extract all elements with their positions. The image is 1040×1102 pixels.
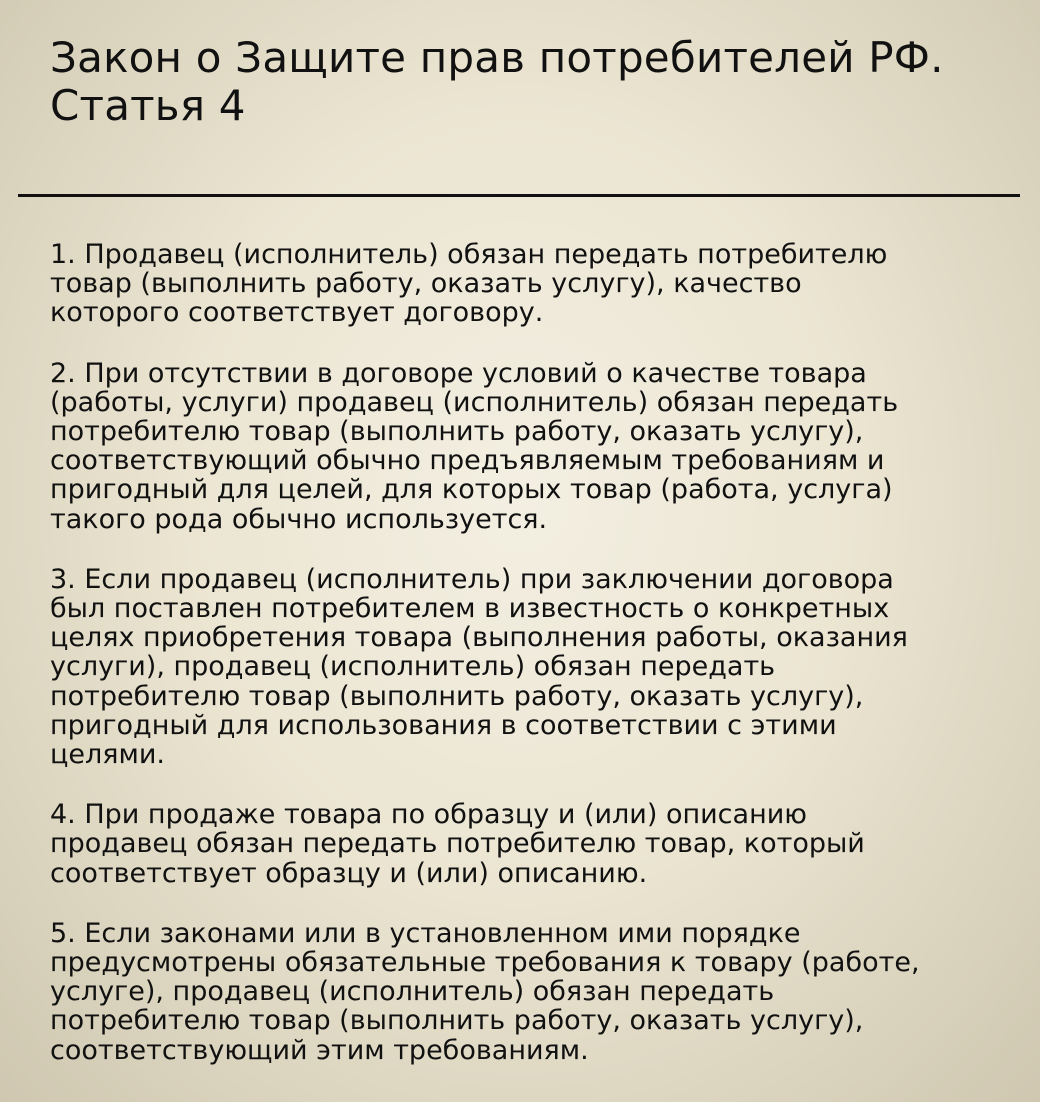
- paragraph-line: потребителю товар (выполнить работу, оказать услугу),: [50, 416, 864, 448]
- paragraph-1: [50, 240, 1010, 328]
- paragraph-line: пригодный для использования в соответствии с этими: [50, 709, 837, 741]
- paragraph-line: соответствующий этим требованиям.: [50, 1034, 589, 1066]
- paragraph-line: 2. При отсутствии в договоре условий о качестве товара: [50, 357, 867, 389]
- paragraph-line: соответствует образцу и (или) описанию.: [50, 857, 648, 889]
- article-body: [50, 240, 1010, 1096]
- paragraph-line: потребителю товар (выполнить работу, оказать услугу),: [50, 1005, 864, 1037]
- paragraph-line: 1. Продавец (исполнитель) обязан передать потребителю: [50, 239, 888, 270]
- paragraph-line: продавец обязан передать потребителю товар, который: [50, 828, 865, 860]
- title-line: Статья 4: [50, 81, 246, 130]
- page-title: [50, 34, 1020, 130]
- paragraph-line: (работы, услуги) продавец (исполнитель) обязан передать: [50, 386, 899, 418]
- paragraph-line: такого рода обычно используется.: [50, 503, 548, 535]
- paragraph-3: [50, 565, 1010, 769]
- paragraph-line: услуги), продавец (исполнитель) обязан передать: [50, 651, 776, 683]
- paragraph-line: 5. Если законами или в установленном ими порядке: [50, 917, 801, 949]
- title-line: Закон о Защите прав потребителей РФ.: [50, 33, 944, 82]
- paragraph-5: [50, 919, 1010, 1065]
- paragraph-line: целях приобретения товара (выполнения работы, оказания: [50, 622, 908, 654]
- paragraph-line: которого соответствует договору.: [50, 297, 544, 329]
- paragraph-line: был поставлен потребителем в известность о конкретных: [50, 593, 890, 625]
- paragraph-line: потребителю товар (выполнить работу, оказать услугу),: [50, 680, 864, 712]
- paragraph-line: пригодный для целей, для которых товар (работа, услуга): [50, 474, 893, 506]
- paragraph-4: [50, 800, 1010, 888]
- title-divider: [18, 194, 1020, 197]
- paragraph-line: 3. Если продавец (исполнитель) при заключении договора: [50, 563, 894, 595]
- paragraph-line: предусмотрены обязательные требования к товару (работе,: [50, 947, 920, 979]
- paragraph-line: товар (выполнить работу, оказать услугу), качество: [50, 268, 802, 300]
- paragraph-line: услуге), продавец (исполнитель) обязан передать: [50, 976, 775, 1008]
- paragraph-line: 4. При продаже товара по образцу и (или) описанию: [50, 799, 808, 831]
- paragraph-2: [50, 359, 1010, 534]
- paragraph-line: целями.: [50, 739, 165, 771]
- paragraph-line: соответствующий обычно предъявляемым требованиям и: [50, 445, 885, 477]
